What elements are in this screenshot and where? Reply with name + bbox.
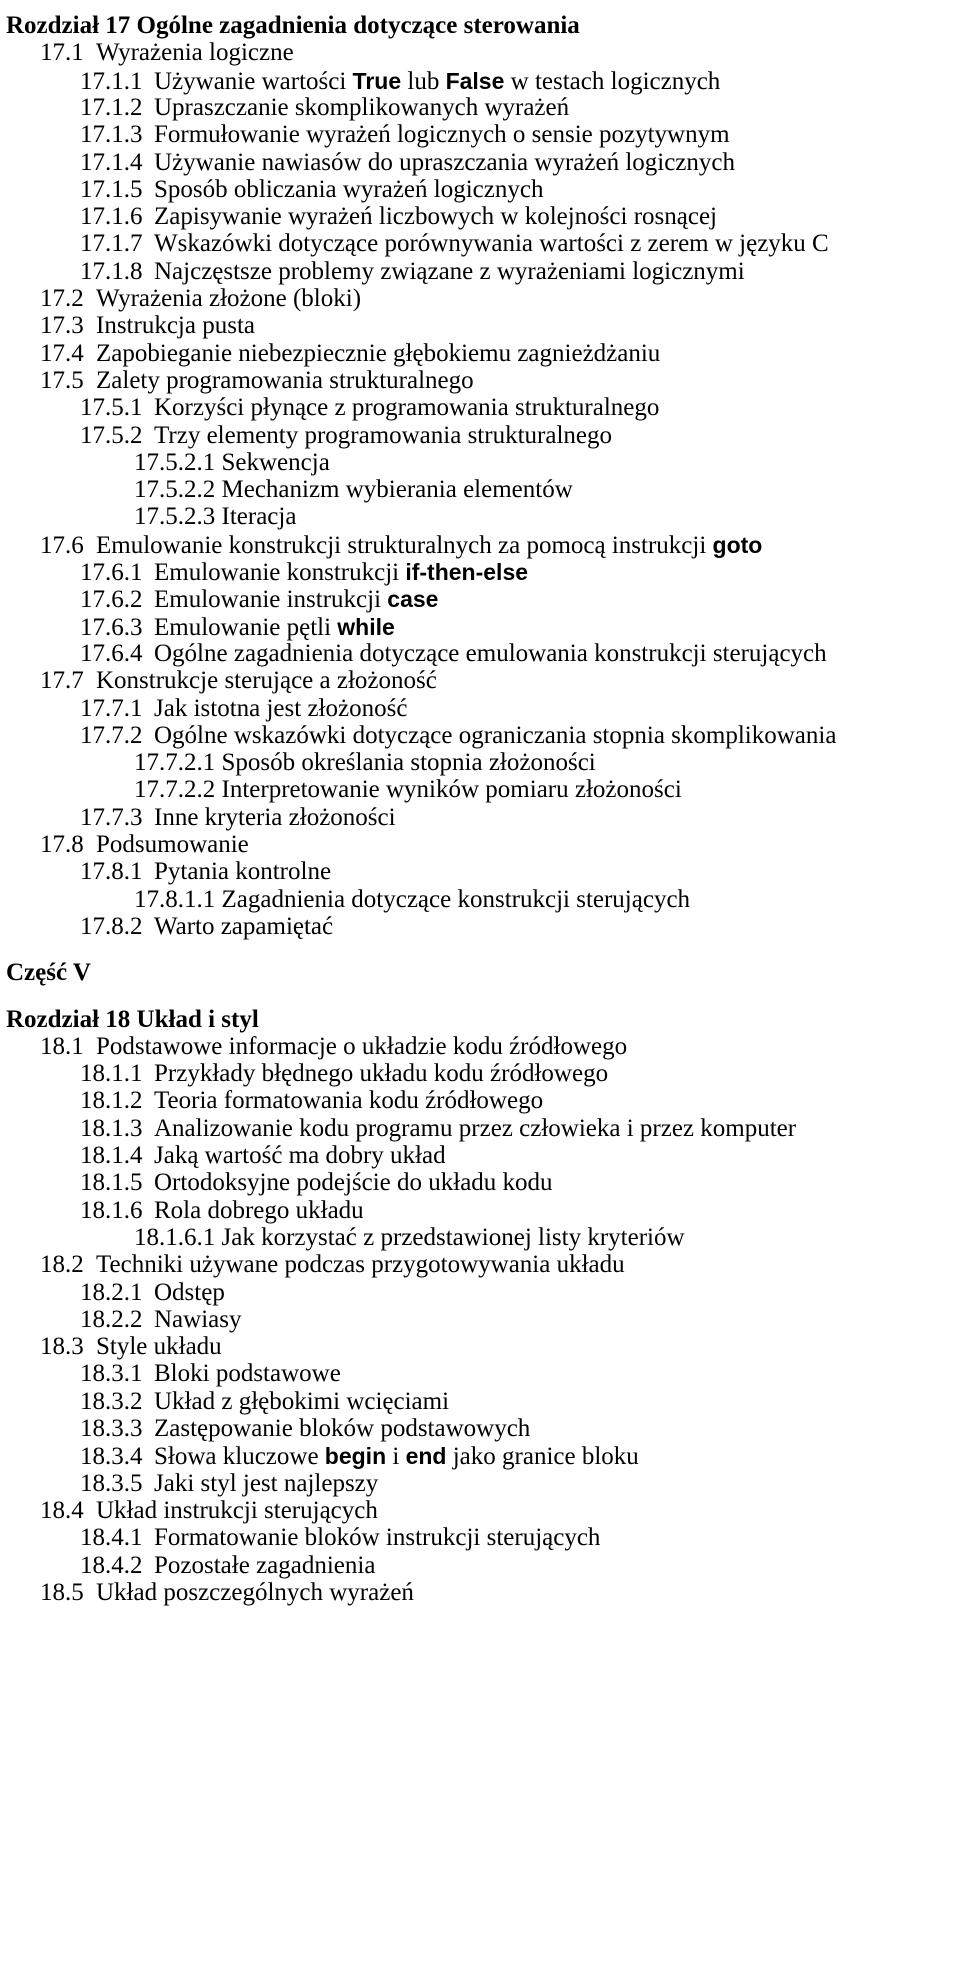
toc-entry-number: 17.5.2.3 <box>134 503 216 531</box>
code-keyword: if-then-else <box>405 559 529 585</box>
toc-entry-title: Wyrażenia logiczne <box>96 39 294 67</box>
toc-heading-text: Rozdział 17 Ogólne zagadnienia dotyczące sterowania <box>6 12 580 39</box>
toc-entry-title: Jaki styl jest najlepszy <box>154 1469 379 1497</box>
toc-entry-number: 17.2 <box>40 285 84 312</box>
toc-entry-number: 17.5.2 <box>80 421 143 449</box>
toc-entry-title: Pozostałe zagadnienia <box>154 1551 376 1579</box>
toc-entry-number: 17.6.2 <box>80 586 143 614</box>
toc-entry-title: Sekwencja <box>221 448 330 476</box>
toc-entry-number: 18.3.4 <box>80 1443 143 1471</box>
toc-entry-number: 18.3.5 <box>80 1469 143 1497</box>
toc-entry-number: 17.6.4 <box>80 639 143 667</box>
toc-entry-title: Style układu <box>96 1333 222 1361</box>
toc-entry-number: 18.1.4 <box>80 1142 143 1169</box>
toc-entry-title: Formatowanie bloków instrukcji sterujących <box>154 1524 601 1552</box>
toc-entry-number: 17.8.2 <box>80 912 143 940</box>
toc-entry-title: jako granice bloku <box>446 1443 639 1471</box>
toc-entry-number: 17.1.5 <box>80 175 143 203</box>
toc-entry-title: Warto zapamiętać <box>154 912 334 940</box>
toc-entry-number: 17.1.1 <box>80 67 143 95</box>
toc-entry-title: Jak istotna jest złożoność <box>154 694 408 722</box>
toc-entry-number: 17.1.3 <box>80 121 143 149</box>
toc-entry-title: Emulowanie pętli <box>154 613 338 641</box>
toc-entry-title: Techniki używane podczas przygotowywania układu <box>96 1251 625 1279</box>
toc-entry-number: 17.1.4 <box>80 148 143 176</box>
toc-entry-number: 18.1.6 <box>80 1196 143 1224</box>
toc-entry-title: Układ z głębokimi wcięciami <box>154 1387 450 1415</box>
toc-entry-title: Upraszczanie skomplikowanych wyrażeń <box>154 93 570 121</box>
toc-entry-number: 17.3 <box>40 312 84 340</box>
toc-heading-text: Rozdział 18 Układ i styl <box>6 1005 259 1033</box>
toc-entry-number: 17.7.2.1 <box>134 749 216 777</box>
code-keyword: while <box>337 613 395 640</box>
toc-entry-number: 18.1.3 <box>80 1114 143 1142</box>
toc-entry-title: Ortodoksyjne podejście do układu kodu <box>154 1169 553 1197</box>
toc-entry-title: Zagadnienia dotyczące konstrukcji sterujących <box>221 885 691 913</box>
toc-entry-title: Układ instrukcji sterujących <box>96 1496 378 1524</box>
toc-entry-title: Instrukcja pusta <box>96 312 255 340</box>
toc-entry-number: 17.5.2.2 <box>134 476 216 504</box>
toc-entry-number: 18.2.1 <box>80 1278 143 1306</box>
toc-entry-number: 18.2 <box>40 1251 84 1279</box>
toc-entry-title: i <box>386 1443 406 1471</box>
toc-entry-title: Podsumowanie <box>96 831 249 858</box>
toc-entry-number: 17.5 <box>40 366 84 394</box>
toc-entry-title: Wskazówki dotyczące porównywania wartości z zerem w języku C <box>154 230 829 258</box>
toc-entry-title: Słowa kluczowe <box>154 1443 325 1471</box>
code-keyword: end <box>405 1443 447 1470</box>
toc-entry-title: Mechanizm wybierania elementów <box>221 476 573 504</box>
toc-entry-number: 18.3.1 <box>80 1360 143 1388</box>
toc-entry-number: 18.4.1 <box>80 1524 143 1552</box>
code-keyword: True <box>352 67 402 94</box>
toc-entry-title: Rola dobrego układu <box>154 1196 364 1224</box>
toc-entry-number: 18.5 <box>40 1578 84 1606</box>
toc-entry-title: Sposób określania stopnia złożoności <box>221 749 596 777</box>
toc-entry-title: Emulowanie instrukcji <box>154 586 388 614</box>
toc-entry-number: 18.4 <box>40 1496 84 1524</box>
toc-entry-title: Inne kryteria złożoności <box>154 803 396 831</box>
toc-entry <box>40 1577 414 1609</box>
toc-entry-title: Formułowanie wyrażeń logicznych o sensie pozytywnym <box>154 121 730 149</box>
toc-entry-title: Podstawowe informacje o układzie kodu źródłowego <box>96 1032 628 1060</box>
toc-entry-title: Iteracja <box>221 503 297 531</box>
toc-entry-title: Przykłady błędnego układu kodu źródłowego <box>154 1060 609 1088</box>
toc-entry-number: 17.6 <box>40 531 84 559</box>
toc-entry-number: 17.7.2.2 <box>134 776 216 804</box>
toc-entry-title: Bloki podstawowe <box>154 1360 341 1388</box>
toc-entry-number: 17.4 <box>40 339 84 367</box>
toc-entry-title: Jak korzystać z przedstawionej listy kryteriów <box>221 1223 685 1251</box>
toc-entry-title: Układ poszczególnych wyrażeń <box>96 1578 414 1606</box>
toc-entry-number: 17.1.7 <box>80 230 143 258</box>
toc-entry-number: 17.5.1 <box>80 394 143 422</box>
toc-entry-number: 18.1.1 <box>80 1060 143 1088</box>
toc-entry-title: Odstęp <box>154 1278 225 1306</box>
toc-entry-title: Emulowanie konstrukcji strukturalnych za pomocą instrukcji <box>96 531 713 559</box>
toc-entry-number: 18.3.2 <box>80 1387 143 1415</box>
toc-entry-title: Jaką wartość ma dobry układ <box>154 1142 446 1169</box>
toc-entry-title: w testach logicznych <box>504 67 721 95</box>
toc-entry-number: 17.1.2 <box>80 93 143 121</box>
toc-entry-number: 18.1.6.1 <box>134 1223 216 1251</box>
toc-entry-number: 17.7 <box>40 667 84 695</box>
toc-entry-title: Pytania kontrolne <box>154 858 332 886</box>
toc-entry-title: Emulowanie konstrukcji <box>154 559 406 586</box>
toc-entry-number: 18.1 <box>40 1032 84 1060</box>
toc-entry-number: 18.1.5 <box>80 1169 143 1197</box>
toc-entry-number: 18.2.2 <box>80 1305 143 1333</box>
toc-entry-title: Teoria formatowania kodu źródłowego <box>154 1087 544 1115</box>
toc-entry <box>80 911 333 943</box>
toc-entry-number: 17.6.3 <box>80 613 143 641</box>
toc-heading <box>6 957 91 989</box>
toc-entry-title: Konstrukcje sterujące a złożoność <box>96 667 437 695</box>
toc-entry-title: Zalety programowania strukturalnego <box>96 366 474 394</box>
toc-entry-title: Zapobieganie niebezpiecznie głębokiemu zagnieżdżaniu <box>96 339 661 367</box>
toc-entry-number: 18.3 <box>40 1333 84 1361</box>
toc-entry-number: 17.1.6 <box>80 203 143 231</box>
toc-entry-number: 17.8.1 <box>80 858 143 886</box>
toc-entry-title: lub <box>401 67 446 95</box>
toc-entry-title: Interpretowanie wyników pomiaru złożoności <box>221 776 682 804</box>
code-keyword: False <box>445 67 505 94</box>
toc-entry-title: Używanie wartości <box>154 67 353 95</box>
toc-entry-number: 17.6.1 <box>80 559 143 586</box>
toc-entry-number: 18.1.2 <box>80 1087 143 1115</box>
toc-entry-number: 17.8.1.1 <box>134 885 216 913</box>
toc-entry-title: Ogólne wskazówki dotyczące ograniczania stopnia skomplikowania <box>154 721 837 749</box>
toc-entry-number: 17.8 <box>40 831 84 858</box>
toc-entry-title: Używanie nawiasów do upraszczania wyrażeń logicznych <box>154 148 735 176</box>
toc-entry-number: 17.7.2 <box>80 721 143 749</box>
toc-entry-number: 18.3.3 <box>80 1415 143 1442</box>
toc-entry-title: Zastępowanie bloków podstawowych <box>154 1415 531 1442</box>
toc-entry-number: 17.1.8 <box>80 257 143 285</box>
toc-heading-text: Część V <box>6 959 91 987</box>
toc-entry-title: Korzyści płynące z programowania strukturalnego <box>154 394 660 422</box>
toc-entry-number: 17.1 <box>40 39 84 67</box>
code-keyword: goto <box>712 531 763 558</box>
toc-entry-title: Sposób obliczania wyrażeń logicznych <box>154 175 544 203</box>
toc-entry-number: 17.7.1 <box>80 694 143 722</box>
toc-entry-number: 17.7.3 <box>80 803 143 831</box>
code-keyword: case <box>387 586 439 613</box>
toc-entry-title: Nawiasy <box>154 1305 242 1333</box>
toc-entry-title: Trzy elementy programowania strukturalnego <box>154 421 612 449</box>
toc-entry-title: Wyrażenia złożone (bloki) <box>96 285 362 312</box>
code-keyword: begin <box>324 1443 387 1470</box>
toc-entry-title: Zapisywanie wyrażeń liczbowych w kolejności rosnącej <box>154 203 717 231</box>
toc-entry-title: Analizowanie kodu programu przez człowieka i przez komputer <box>154 1114 797 1142</box>
toc-entry-title: Najczęstsze problemy związane z wyrażeniami logicznymi <box>154 257 745 285</box>
toc-entry-number: 18.4.2 <box>80 1551 143 1579</box>
toc-entry-title: Ogólne zagadnienia dotyczące emulowania konstrukcji sterujących <box>154 639 827 667</box>
toc-entry-number: 17.5.2.1 <box>134 448 216 476</box>
